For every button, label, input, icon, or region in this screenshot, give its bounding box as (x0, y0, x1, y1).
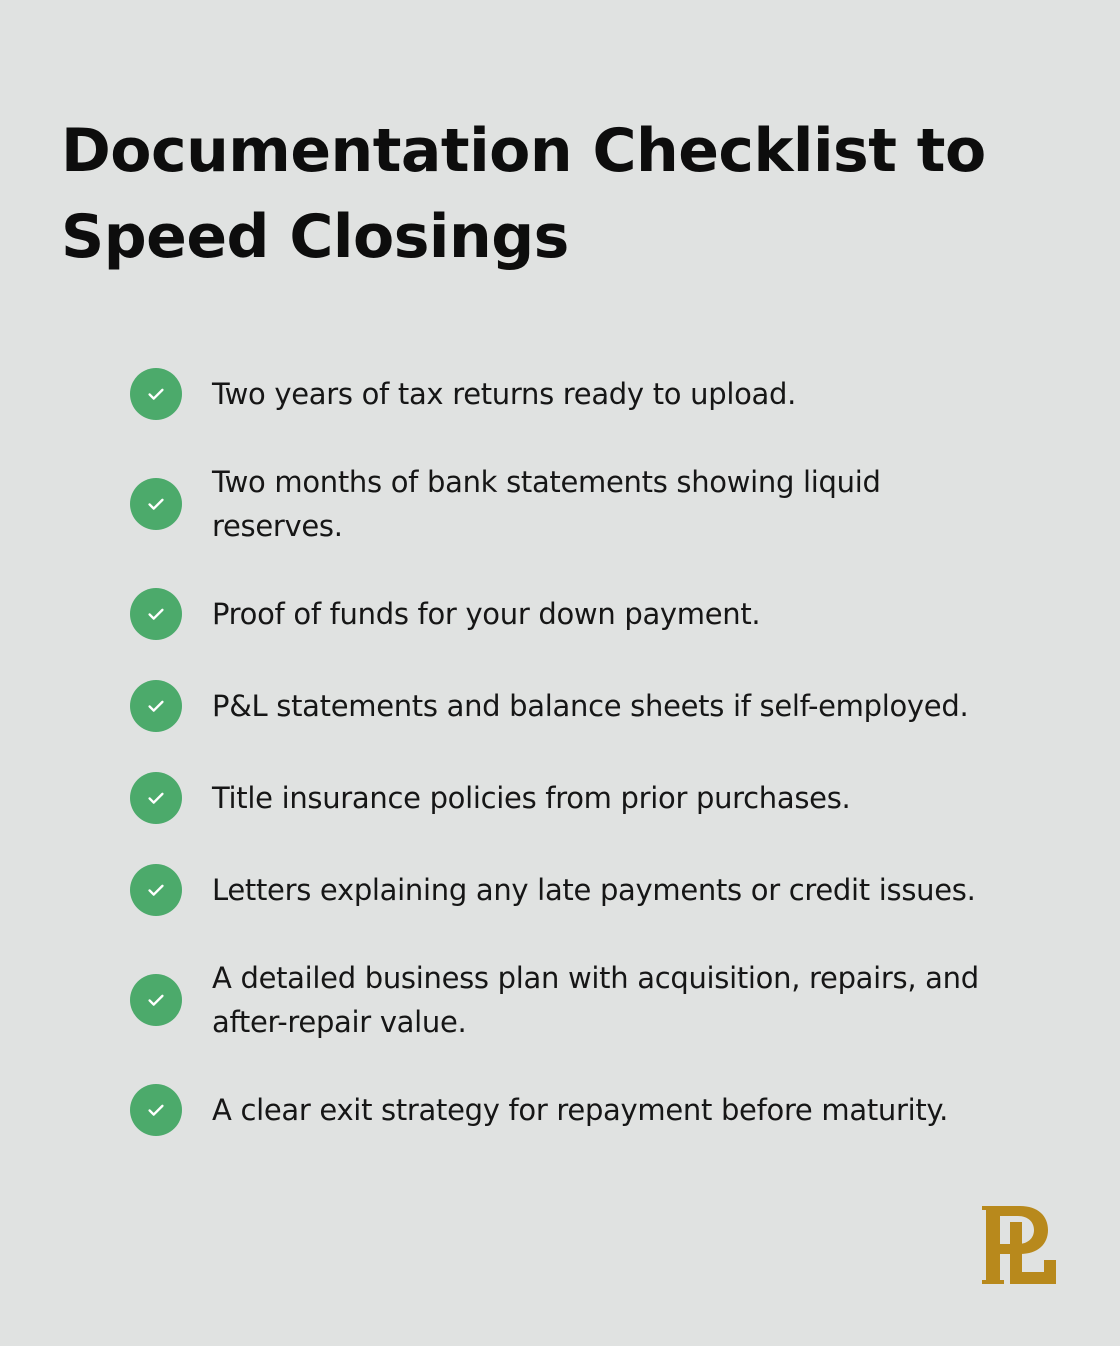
check-icon (130, 588, 182, 640)
checklist-item (130, 956, 1030, 1044)
pl-monogram-logo-icon (982, 1204, 1058, 1286)
check-icon (130, 864, 182, 916)
checklist-item (130, 864, 1030, 916)
checklist-item-text: P&L statements and balance sheets if self-employed. (212, 689, 969, 723)
checklist-item (130, 588, 1030, 640)
checklist-item (130, 460, 1030, 548)
check-icon (130, 772, 182, 824)
checklist-item (130, 368, 1030, 420)
checklist-item (130, 680, 1030, 732)
checklist-item-text: Proof of funds for your down payment. (212, 597, 761, 631)
check-icon (130, 680, 182, 732)
checklist-item-text: Two months of bank statements showing liquid reserves. (212, 465, 881, 543)
checklist-item-text: A clear exit strategy for repayment before maturity. (212, 1093, 949, 1127)
checklist-item (130, 1084, 1030, 1136)
checklist-item-text: Two years of tax returns ready to upload. (212, 377, 797, 411)
check-icon (130, 974, 182, 1026)
check-icon (130, 478, 182, 530)
page-title: Documentation Checklist to Speed Closings (61, 116, 986, 272)
checklist-item-text: A detailed business plan with acquisition, repairs, and after-repair value. (212, 961, 979, 1039)
check-icon (130, 1084, 182, 1136)
checklist-item-text: Title insurance policies from prior purchases. (212, 781, 851, 815)
checklist-item-text: Letters explaining any late payments or credit issues. (212, 873, 976, 907)
check-icon (130, 368, 182, 420)
checklist-item (130, 772, 1030, 824)
